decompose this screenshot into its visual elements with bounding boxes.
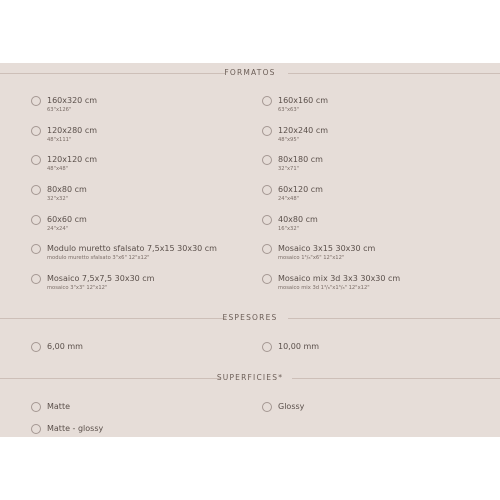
radio-button[interactable] <box>262 96 272 106</box>
radio-button[interactable] <box>31 155 41 165</box>
option-sublabel: mosaico 1³/₈"x6" 12"x12" <box>278 255 345 261</box>
option-modulo-muretto[interactable] <box>31 244 251 270</box>
option-label: 120x280 cm <box>47 126 98 135</box>
option-label: 80x80 cm <box>47 185 87 194</box>
radio-button[interactable] <box>262 402 272 412</box>
radio-button[interactable] <box>31 402 41 412</box>
option-80x80[interactable] <box>31 185 251 211</box>
option-label: 60x60 cm <box>47 215 87 224</box>
option-60x60[interactable] <box>31 215 251 241</box>
option-label: 6,00 mm <box>47 342 83 351</box>
option-label: Mosaico 7,5x7,5 30x30 cm <box>47 274 155 283</box>
section-title-superficies <box>0 371 500 385</box>
option-label: 120x120 cm <box>47 155 98 164</box>
radio-button[interactable] <box>262 155 272 165</box>
option-10mm[interactable] <box>262 342 482 368</box>
option-sublabel: 32"x71" <box>278 166 300 172</box>
option-sublabel: 63"x63" <box>278 107 300 113</box>
radio-button[interactable] <box>31 215 41 225</box>
option-80x180[interactable] <box>262 155 482 181</box>
option-label: Mosaico mix 3d 3x3 30x30 cm <box>278 274 401 283</box>
option-label: Glossy <box>278 402 305 411</box>
option-sublabel: 48"x111" <box>47 137 72 143</box>
radio-button[interactable] <box>31 424 41 434</box>
option-label: 160x160 cm <box>278 96 329 105</box>
radio-button[interactable] <box>262 215 272 225</box>
option-40x80[interactable] <box>262 215 482 241</box>
option-label: 160x320 cm <box>47 96 98 105</box>
option-sublabel: 32"x32" <box>47 196 69 202</box>
option-label: Mosaico 3x15 30x30 cm <box>278 244 376 253</box>
section-title-espesores <box>0 311 500 325</box>
option-sublabel: 24"x24" <box>47 226 69 232</box>
option-120x280[interactable] <box>31 126 251 152</box>
section-title-formatos <box>0 66 500 80</box>
radio-button[interactable] <box>262 126 272 136</box>
radio-button[interactable] <box>31 126 41 136</box>
radio-button[interactable] <box>31 274 41 284</box>
option-160x320[interactable] <box>31 96 251 122</box>
option-mosaico-3x15[interactable] <box>262 244 482 270</box>
option-mosaico-mix-3d[interactable] <box>262 274 482 300</box>
section-title-text: FORMATOS <box>224 68 276 77</box>
option-sublabel: 63"x126" <box>47 107 72 113</box>
option-6mm[interactable] <box>31 342 251 368</box>
option-160x160[interactable] <box>262 96 482 122</box>
radio-button[interactable] <box>31 185 41 195</box>
option-120x120[interactable] <box>31 155 251 181</box>
option-120x240[interactable] <box>262 126 482 152</box>
option-label: 120x240 cm <box>278 126 329 135</box>
option-sublabel: mosaico mix 3d 1³/₈"x1³/₈" 12"x12" <box>278 285 370 291</box>
radio-button[interactable] <box>262 342 272 352</box>
option-sublabel: mosaico 3"x3" 12"x12" <box>47 285 108 291</box>
option-sublabel: 16"x32" <box>278 226 300 232</box>
option-60x120[interactable] <box>262 185 482 211</box>
option-mosaico-7-5[interactable] <box>31 274 251 300</box>
radio-button[interactable] <box>262 185 272 195</box>
radio-button[interactable] <box>31 342 41 352</box>
option-matte-glossy[interactable] <box>31 424 251 450</box>
section-title-text: ESPESORES <box>222 313 278 322</box>
option-label: 10,00 mm <box>278 342 320 351</box>
option-sublabel: 24"x48" <box>278 196 300 202</box>
radio-button[interactable] <box>262 244 272 254</box>
radio-button[interactable] <box>31 96 41 106</box>
filters-panel <box>0 63 500 437</box>
section-title-text: SUPERFICIES* <box>216 373 284 382</box>
option-label: Matte <box>47 402 70 411</box>
option-label: Matte - glossy <box>47 424 104 433</box>
option-sublabel: modulo muretto sfalsato 3"x6" 12"x12" <box>47 255 150 261</box>
radio-button[interactable] <box>262 274 272 284</box>
option-label: 60x120 cm <box>278 185 323 194</box>
option-label: 40x80 cm <box>278 215 318 224</box>
option-glossy[interactable] <box>262 402 482 428</box>
option-sublabel: 48"x48" <box>47 166 69 172</box>
option-label: 80x180 cm <box>278 155 323 164</box>
option-label: Modulo muretto sfalsato 7,5x15 30x30 cm <box>47 244 217 253</box>
radio-button[interactable] <box>31 244 41 254</box>
option-sublabel: 48"x95" <box>278 137 300 143</box>
